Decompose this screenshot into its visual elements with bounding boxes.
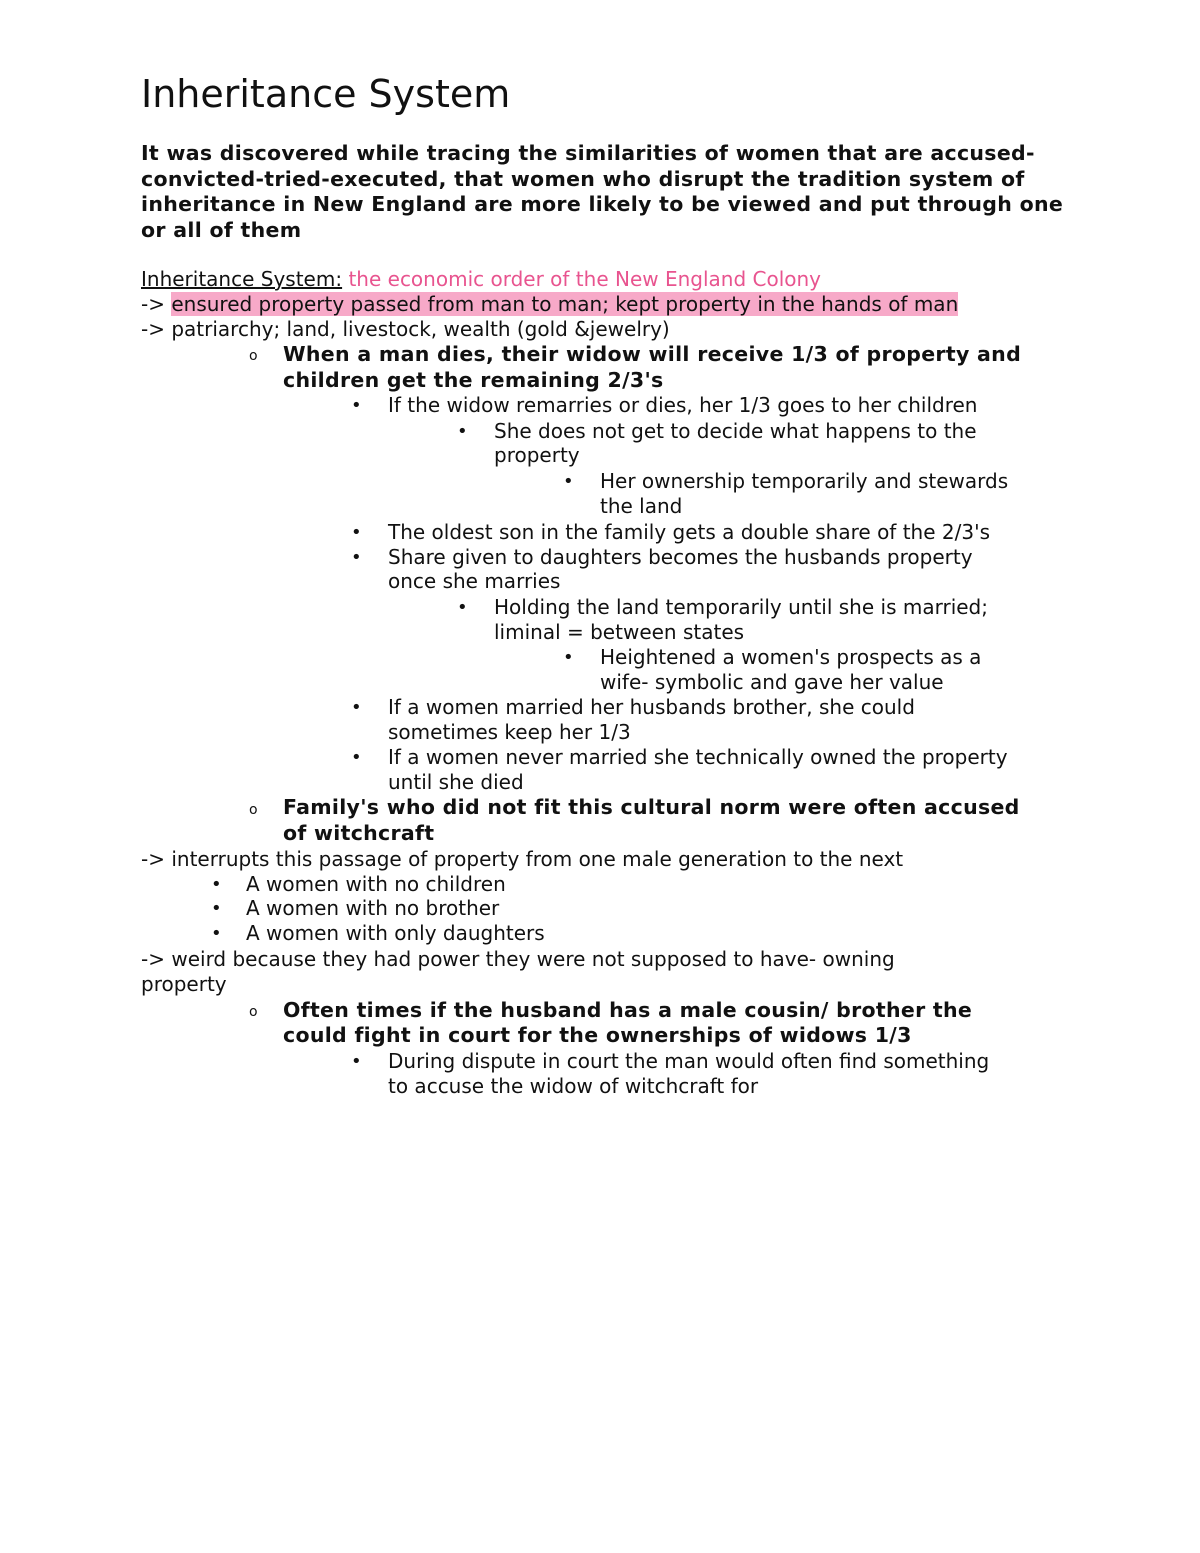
arrow-marker: ->: [141, 317, 165, 341]
arrow-line-3: [141, 847, 903, 872]
bullet-icon: •: [563, 647, 574, 668]
list-item-l4: Heightened a women's prospects as a: [600, 645, 982, 669]
arrow-marker: ->: [141, 847, 165, 871]
definition-text: the economic order of the New England Colony: [348, 267, 822, 291]
bullet-icon: •: [351, 697, 362, 718]
arrow-text: interrupts this passage of property from one male generation to the next: [171, 847, 904, 871]
definition-term: Inheritance System:: [141, 267, 343, 291]
arrow-text: patriarchy; land, livestock, wealth (gold &jewelry): [171, 317, 670, 341]
list-item-l2: Share given to daughters becomes the husbands property: [388, 545, 973, 569]
arrow-text: weird because they had power they were not supposed to have- owning: [171, 947, 895, 971]
list-item-l1: When a man dies, their widow will receive 1/3 of property and: [283, 342, 1022, 366]
arrow-marker: ->: [141, 292, 165, 316]
list-item-l3: Holding the land temporarily until she is married;: [494, 595, 988, 619]
list-item: A women with no children: [246, 872, 506, 896]
list-item-l4-cont: wife- symbolic and gave her value: [600, 670, 944, 694]
document-title: Inheritance System: [141, 72, 511, 116]
list-item-l2: If a women married her husbands brother, she could: [388, 695, 915, 719]
bullet-icon: •: [351, 1051, 362, 1072]
list-item-l2-cont: once she marries: [388, 569, 561, 593]
arrow-line-2: [141, 317, 670, 342]
arrow-marker: ->: [141, 947, 165, 971]
list-item: A women with only daughters: [246, 921, 545, 945]
list-item-l2: If a women never married she technically owned the property: [388, 745, 1008, 769]
bullet-icon: •: [211, 923, 222, 944]
definition-line: [141, 267, 821, 292]
list-item-l2-cont: sometimes keep her 1/3: [388, 720, 631, 744]
list-item-l1-cont: could fight in court for the ownerships of widows 1/3: [283, 1023, 912, 1047]
bullet-icon: •: [563, 471, 574, 492]
list-item-l2: During dispute in court the man would often find something: [388, 1049, 990, 1073]
circle-bullet-icon: o: [249, 802, 258, 818]
list-item-l2: If the widow remarries or dies, her 1/3 goes to her children: [388, 393, 978, 417]
list-item-l4-cont: the land: [600, 494, 683, 518]
list-item: A women with no brother: [246, 896, 500, 920]
list-item-l4: Her ownership temporarily and stewards: [600, 469, 1009, 493]
list-item-l3-cont: property: [494, 443, 580, 467]
bullet-icon: •: [457, 421, 468, 442]
intro-paragraph: It was discovered while tracing the similarities of women that are accused-convicted-tried-executed, that women who disrupt the tradition system of inheritance in New England are more likely to be viewed and put through one or all of them: [141, 141, 1064, 242]
list-item-l2-cont: until she died: [388, 770, 524, 794]
bullet-icon: •: [351, 522, 362, 543]
list-item-l1-cont: children get the remaining 2/3's: [283, 368, 664, 392]
bullet-icon: •: [351, 395, 362, 416]
list-item-l2-cont: to accuse the widow of witchcraft for: [388, 1074, 759, 1098]
bullet-icon: •: [211, 898, 222, 919]
arrow-line-1: [141, 292, 958, 317]
bullet-icon: •: [211, 874, 222, 895]
arrow-text-highlighted: ensured property passed from man to man; kept property in the hands of man: [171, 292, 959, 316]
list-item-l1: Often times if the husband has a male cousin/ brother the: [283, 998, 973, 1022]
circle-bullet-icon: o: [249, 1004, 258, 1020]
list-item-l2: The oldest son in the family gets a double share of the 2/3's: [388, 520, 990, 544]
circle-bullet-icon: o: [249, 348, 258, 364]
bullet-icon: •: [351, 747, 362, 768]
list-item-l1: Family's who did not fit this cultural norm were often accused: [283, 795, 1020, 819]
arrow-line-4-cont: property: [141, 972, 227, 996]
arrow-line-4: [141, 947, 895, 972]
bullet-icon: •: [457, 597, 468, 618]
list-item-l3-cont: liminal = between states: [494, 620, 745, 644]
list-item-l1-cont: of witchcraft: [283, 821, 435, 845]
bullet-icon: •: [351, 547, 362, 568]
list-item-l3: She does not get to decide what happens to the: [494, 419, 977, 443]
